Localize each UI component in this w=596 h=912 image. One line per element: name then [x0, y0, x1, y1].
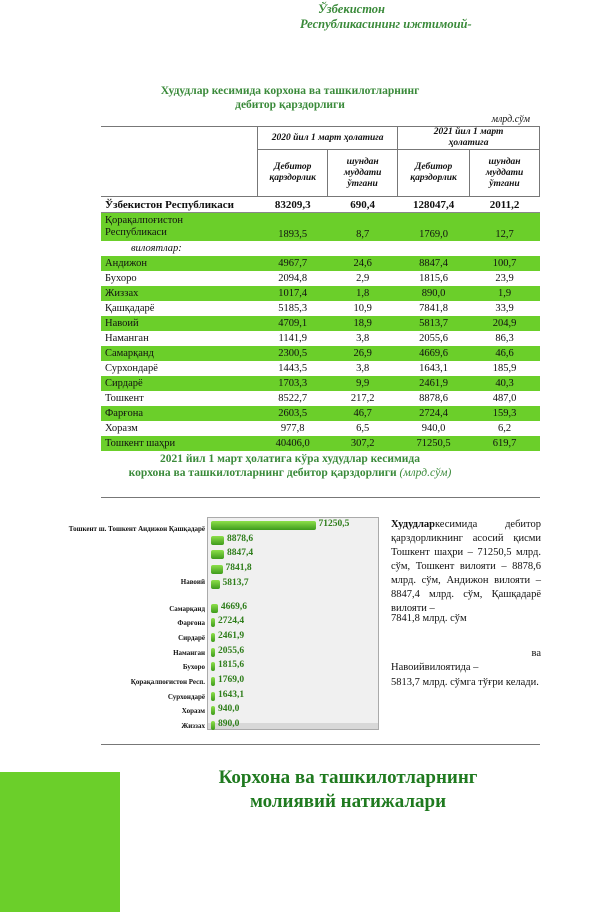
cell-value: 40406,0: [258, 436, 328, 451]
chart-category-label: Сирдарё: [178, 633, 205, 642]
cell-value: 8522,7: [258, 391, 328, 406]
header-line-1: Ўзбекистон: [318, 2, 385, 16]
cell-value: 4669,6: [398, 346, 470, 361]
chart-bar: [211, 662, 215, 671]
region-name: Наманган: [101, 331, 258, 346]
chart-value-label: 1769,0: [218, 675, 245, 685]
region-name: Тошкент: [101, 391, 258, 406]
table-row: [101, 331, 540, 346]
chart-value-label: 71250,5: [318, 519, 350, 529]
cell-value: 4709,1: [258, 316, 328, 331]
separator-top: [101, 497, 540, 498]
chart-value-label: 940,0: [218, 704, 240, 715]
table-header-row-1: [101, 127, 540, 150]
chart-title: [100, 452, 480, 480]
cell-value: 6,2: [470, 421, 540, 436]
table-row-regions-label: вилоятлар:: [101, 241, 540, 256]
region-name: Самарқанд: [101, 346, 258, 361]
cell-value: 23,9: [470, 271, 540, 286]
table-row: [101, 376, 540, 391]
cell-value: 487,0: [470, 391, 540, 406]
chart-bar: [211, 677, 215, 686]
chart-bar: [211, 692, 215, 701]
chart-category-label: Самарқанд: [169, 604, 205, 613]
table-row: [101, 256, 540, 271]
region-name: Бухоро: [101, 271, 258, 286]
cell-value: 2300,5: [258, 346, 328, 361]
cell-value: 100,7: [470, 256, 540, 271]
cell-value: 217,2: [328, 391, 398, 406]
cell-value: 5813,7: [398, 316, 470, 331]
chart-value-label: 1815,6: [218, 660, 245, 671]
region-name: Сирдарё: [101, 376, 258, 391]
side-line-1: 7841,8 млрд. сўм: [391, 613, 467, 624]
chart-value-label: 2724,4: [218, 616, 245, 627]
separator-bottom: [101, 744, 540, 745]
cell-value: 2094,8: [258, 271, 328, 286]
cell-value: 159,3: [470, 406, 540, 421]
cell-value: 40,3: [470, 376, 540, 391]
cell-value: 4967,7: [258, 256, 328, 271]
table-row: [101, 361, 540, 376]
side-line-3: Навоийвилоятида –: [391, 662, 479, 673]
cell-value: 86,3: [470, 331, 540, 346]
chart-value-label: 8878,6: [227, 533, 254, 544]
chart-category-label-stacked: Тошкент ш. Тошкент Андижон Қашқадарё: [68, 525, 205, 533]
cell-value: 1141,9: [258, 331, 328, 346]
cell-value: 307,2: [328, 436, 398, 451]
section-title-line-1: Корхона ва ташкилотларнинг: [218, 767, 478, 788]
table-row: [101, 406, 540, 421]
cell-value: 9,9: [328, 376, 398, 391]
cell-value: 2055,6: [398, 331, 470, 346]
region-name: Андижон: [101, 256, 258, 271]
region-name: Фарғона: [101, 406, 258, 421]
table-row: [101, 316, 540, 331]
table-row: [101, 271, 540, 286]
unit-label: млрд.сўм: [491, 114, 530, 125]
cell-value: 1443,5: [258, 361, 328, 376]
cell-value: 940,0: [398, 421, 470, 436]
region-name: Сурхондарё: [101, 361, 258, 376]
table-row: [101, 301, 540, 316]
table-row-total: Ўзбекистон Республикаси 83209,3 690,4 128047,4 2011,2: [101, 197, 540, 213]
chart-bar: [211, 633, 215, 642]
chart-bar: [211, 604, 218, 613]
col-overdue-2021: шундан муддати ўтгани: [470, 150, 540, 197]
table-row: [101, 391, 540, 406]
region-name: Қашқадарё: [101, 301, 258, 316]
side-paragraph: Худудларкесимида дебитор қарздорликнинг асосий қисми Тошкент шаҳри – 71250,5 млрд. сўм, Тошкент вилояти – 8878,6 млрд. сўм, Андижон вилояти – 8847,4 млрд. сўм, Қашқадарё вилояти –: [391, 519, 541, 614]
cell-value: 6,5: [328, 421, 398, 436]
chart-value-label: 8847,4: [226, 548, 254, 559]
chart-bar: [211, 648, 215, 657]
chart-value-label: 4669,6: [220, 601, 247, 612]
chart-category-label: Навоий: [180, 577, 205, 586]
chart-category-label: Сурхондарё: [167, 692, 205, 701]
chart-category-label: Бухоро: [182, 663, 205, 672]
chart-bar: [211, 618, 215, 627]
chart-category-label: Жиззах: [181, 722, 205, 731]
side-line-4: 5813,7 млрд. сўмга тўғри келади.: [391, 677, 539, 688]
col-group-2021: 2021 йил 1 март ҳолатига: [398, 127, 540, 150]
table-title: [100, 84, 480, 112]
col-debt-2020: Дебитор қарздорлик: [258, 150, 328, 197]
chart-category-label: Наманган: [173, 648, 205, 657]
cell-value: 2,9: [328, 271, 398, 286]
chart-category-label: Хоразм: [181, 707, 205, 716]
cell-value: 977,8: [258, 421, 328, 436]
cell-value: 46,6: [470, 346, 540, 361]
table-row: [101, 436, 540, 451]
cell-value: 1815,6: [398, 271, 470, 286]
chart-value-label: 1643,1: [218, 689, 245, 700]
table-row: [101, 346, 540, 361]
chart-title-line-1: 2021 йил 1 март ҳолатига кўра худудлар кесимида: [160, 453, 420, 465]
cell-value: 2724,4: [398, 406, 470, 421]
side-line-2: ва: [531, 648, 541, 659]
cell-value: 26,9: [328, 346, 398, 361]
cell-value: 1017,4: [258, 286, 328, 301]
cell-value: 1,9: [470, 286, 540, 301]
cell-value: 71250,5: [398, 436, 470, 451]
cell-value: 3,8: [328, 331, 398, 346]
section-title: [100, 766, 596, 814]
cell-value: 185,9: [470, 361, 540, 376]
cell-value: 890,0: [398, 286, 470, 301]
table-row: [101, 421, 540, 436]
page-header: [300, 2, 590, 32]
chart-bar: [211, 706, 215, 715]
chart-category-label: Фарғона: [177, 619, 205, 628]
chart-value-label: 2055,6: [218, 645, 245, 656]
chart-bar: [211, 521, 316, 530]
side-bold-word: Худудлар: [391, 519, 435, 530]
chart-bar: [211, 550, 224, 559]
cell-value: 1703,3: [258, 376, 328, 391]
col-overdue-2020: шундан муддати ўтгани: [328, 150, 398, 197]
cell-value: 1643,1: [398, 361, 470, 376]
cell-value: 8878,6: [398, 391, 470, 406]
col-debt-2021: Дебитор қарздорлик: [398, 150, 470, 197]
cell-value: 2461,9: [398, 376, 470, 391]
chart-title-line-2: корхона ва ташкилотларнинг дебитор қарздорлиги (млрд.сўм): [128, 467, 452, 479]
cell-value: 18,9: [328, 316, 398, 331]
cell-value: 204,9: [470, 316, 540, 331]
chart-category-label: Қорақалпоғистон Респ.: [130, 678, 205, 686]
table-row: [101, 286, 540, 301]
section-title-line-2: молиявий натижалари: [249, 791, 447, 812]
region-name: Жиззах: [101, 286, 258, 301]
header-line-2: Республикасининг ижтимоий-: [300, 17, 472, 31]
chart-value-label: 890,0: [218, 719, 240, 730]
cell-value: 1,8: [328, 286, 398, 301]
cell-value: 5185,3: [258, 301, 328, 316]
cell-value: 2603,5: [258, 406, 328, 421]
cell-value: 7841,8: [398, 301, 470, 316]
region-name: Тошкент шаҳри: [101, 436, 258, 451]
chart-bar: [211, 565, 223, 574]
region-name: Хоразм: [101, 421, 258, 436]
cell-value: 46,7: [328, 406, 398, 421]
chart-value-label: 5813,7: [222, 577, 249, 588]
cell-value: 33,9: [470, 301, 540, 316]
chart-bar: [211, 580, 220, 589]
chart-value-label: 7841,8: [225, 563, 252, 574]
cell-value: 24,6: [328, 256, 398, 271]
table-row-karakalpak: Қорақалпоғистон Республикаси 1893,5 8,7 1769,0 12,7: [101, 213, 540, 242]
chart-bar: [211, 721, 215, 730]
debt-table: [101, 126, 540, 451]
chart-bar: [211, 536, 224, 545]
cell-value: 8847,4: [398, 256, 470, 271]
table-title-line-2: дебитор қарздорлиги: [235, 99, 345, 111]
chart-value-label: 2461,9: [218, 630, 245, 641]
cell-value: 3,8: [328, 361, 398, 376]
region-name: Навоий: [101, 316, 258, 331]
cell-value: 10,9: [328, 301, 398, 316]
cell-value: 619,7: [470, 436, 540, 451]
col-group-2020: 2020 йил 1 март ҳолатига: [258, 127, 398, 150]
table-title-line-1: Худудлар кесимида корхона ва ташкилотларнинг: [160, 85, 420, 97]
